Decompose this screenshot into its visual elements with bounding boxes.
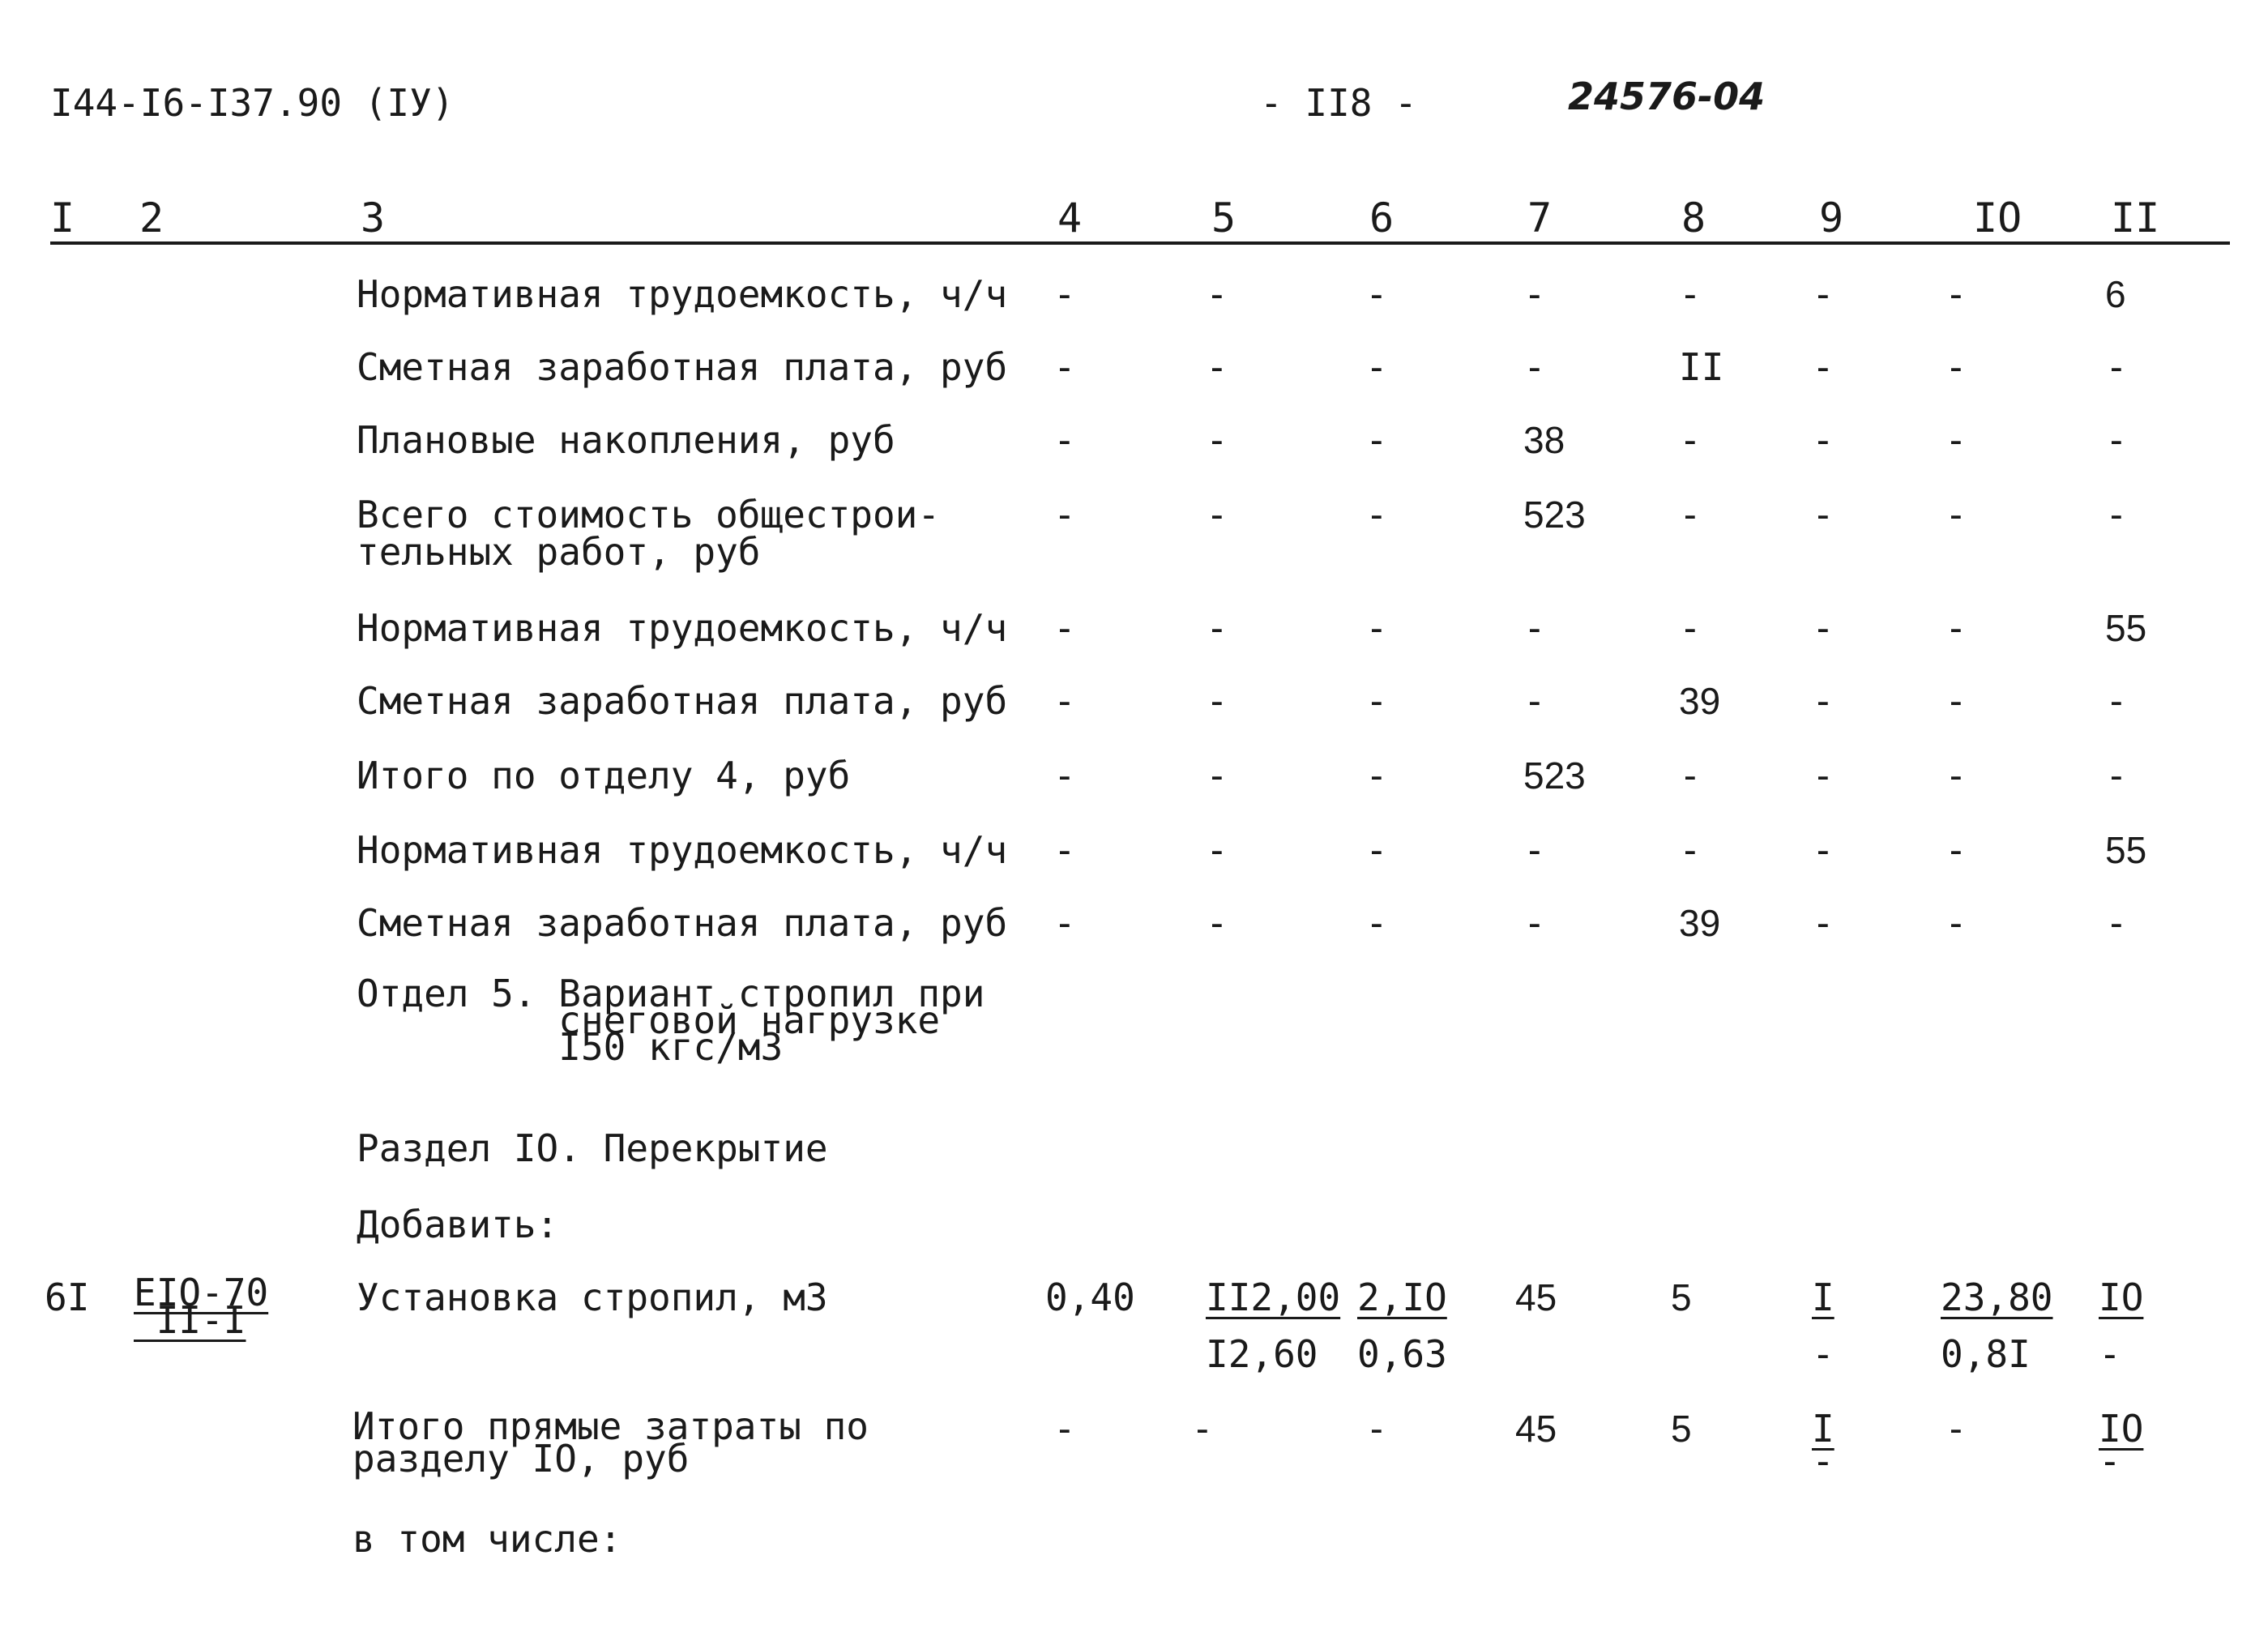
- cell-col4: -: [1053, 679, 1076, 723]
- cell-col6: -: [1365, 418, 1388, 462]
- header-rule: [50, 241, 2230, 245]
- col-header-2: 2: [139, 194, 164, 241]
- cell-col5: -: [1206, 606, 1228, 650]
- cell-col11: 55: [2105, 829, 2147, 871]
- document-code: I44-I6-I37.90 (IУ): [50, 81, 455, 125]
- cell-col8: -: [1679, 272, 1702, 316]
- cell-col10: -: [1945, 828, 1967, 872]
- cell-col5: -: [1206, 272, 1228, 316]
- cell-col7: -: [1523, 272, 1546, 316]
- cell-col10: -: [1945, 272, 1967, 316]
- cell-col10: -: [1945, 1407, 1967, 1451]
- cell-col11: 55: [2105, 607, 2147, 649]
- cell-col6: -: [1365, 828, 1388, 872]
- row-label: Нормативная трудоемкость, ч/ч: [357, 606, 1008, 650]
- cell-col11: -: [2105, 901, 2128, 945]
- cell-col4: -: [1053, 606, 1076, 650]
- col-header-6: 6: [1369, 194, 1395, 241]
- col-header-3: 3: [361, 194, 386, 241]
- row-label: Сметная заработная плата, руб: [357, 679, 1008, 723]
- cell-col7: 38: [1523, 419, 1565, 461]
- cell-col7: -: [1523, 828, 1546, 872]
- cell-col9-bottom: -: [1812, 1439, 1834, 1483]
- cell-col7: -: [1523, 606, 1546, 650]
- col-header-5: 5: [1211, 194, 1237, 241]
- cell-col7: -: [1523, 345, 1546, 389]
- cell-col5-bottom: I2,60: [1206, 1332, 1318, 1376]
- cell-col5: -: [1206, 754, 1228, 797]
- cell-col7: 45: [1515, 1276, 1557, 1318]
- item-number: 6I: [45, 1275, 90, 1319]
- col-header-8: 8: [1681, 194, 1706, 241]
- cell-col4: -: [1053, 1407, 1076, 1451]
- item-label: Установка стропил, м3: [357, 1275, 828, 1319]
- row-label: Итого прямые затраты по разделу IO, руб: [352, 1404, 869, 1481]
- cell-col8: 5: [1671, 1276, 1692, 1318]
- cell-col4: -: [1053, 493, 1076, 536]
- cell-col9: -: [1812, 345, 1834, 389]
- col-header-7: 7: [1527, 194, 1553, 241]
- cell-col6: -: [1365, 272, 1388, 316]
- cell-col9: -: [1812, 754, 1834, 797]
- cell-col4: -: [1053, 418, 1076, 462]
- cell-col8: -: [1679, 418, 1702, 462]
- col-header-1: I: [50, 194, 75, 241]
- cell-col4: 0,40: [1045, 1275, 1135, 1319]
- cell-col8: -: [1679, 606, 1702, 650]
- row-label: Всего стоимость общестрои- тельных работ, руб: [357, 493, 941, 574]
- cell-col9: -: [1812, 493, 1834, 536]
- cell-col10: -: [1945, 679, 1967, 723]
- cell-col9: -: [1812, 828, 1834, 872]
- cell-col4: -: [1053, 901, 1076, 945]
- cell-col9-top: I: [1812, 1275, 1834, 1319]
- cell-col9: -: [1812, 272, 1834, 316]
- cell-col9-top: I: [1812, 1407, 1834, 1451]
- col-header-4: 4: [1057, 194, 1083, 241]
- cell-col11: -: [2105, 754, 2128, 797]
- including-label: в том числе:: [352, 1517, 622, 1561]
- cell-col5: -: [1206, 679, 1228, 723]
- row-label: Нормативная трудоемкость, ч/ч: [357, 272, 1008, 316]
- cell-col11-bottom: -: [2099, 1332, 2121, 1376]
- cell-col6: -: [1365, 1407, 1388, 1451]
- cell-col10-top: 23,80: [1941, 1275, 2053, 1319]
- cell-col4: -: [1053, 345, 1076, 389]
- cell-col7: -: [1523, 901, 1546, 945]
- cell-col6: -: [1365, 679, 1388, 723]
- row-label: Нормативная трудоемкость, ч/ч: [357, 828, 1008, 872]
- cell-col5: -: [1206, 418, 1228, 462]
- cell-col10: -: [1945, 345, 1967, 389]
- cell-col5: -: [1206, 345, 1228, 389]
- cell-col10-bottom: 0,8I: [1941, 1332, 2031, 1376]
- cell-col6: -: [1365, 606, 1388, 650]
- row-label: Итого по отделу 4, руб: [357, 754, 851, 797]
- row-label: Сметная заработная плата, руб: [357, 345, 1008, 389]
- cell-col7: -: [1523, 679, 1546, 723]
- cell-col8: -: [1679, 493, 1702, 536]
- cell-col8: -: [1679, 754, 1702, 797]
- cell-col6: -: [1365, 754, 1388, 797]
- cell-col5: -: [1206, 901, 1228, 945]
- cell-col10: -: [1945, 493, 1967, 536]
- cell-col8: -: [1679, 828, 1702, 872]
- item-code: EIO-70 II-I: [134, 1271, 269, 1342]
- cell-col11-top: IO: [2099, 1275, 2144, 1319]
- cell-col11: -: [2105, 493, 2128, 536]
- cell-col8: 39: [1679, 902, 1721, 944]
- row-label: Плановые накопления, руб: [357, 418, 895, 462]
- col-header-11: II: [2111, 194, 2160, 241]
- cell-col8: II: [1679, 345, 1724, 389]
- cell-col4: -: [1053, 828, 1076, 872]
- add-label: Добавить:: [357, 1203, 559, 1246]
- cell-col10: -: [1945, 754, 1967, 797]
- razdel-heading: Раздел IO. Перекрытие: [357, 1126, 828, 1170]
- cell-col7: 523: [1523, 754, 1586, 797]
- cell-col7: 45: [1515, 1408, 1557, 1450]
- cell-col6-bottom: 0,63: [1357, 1332, 1447, 1376]
- cell-col5: -: [1206, 493, 1228, 536]
- cell-col6: -: [1365, 345, 1388, 389]
- cell-col4: -: [1053, 272, 1076, 316]
- cell-col11: -: [2105, 679, 2128, 723]
- cell-col6-top: 2,IO: [1357, 1275, 1447, 1319]
- row-label: Сметная заработная плата, руб: [357, 901, 1008, 945]
- cell-col9-bottom: -: [1812, 1332, 1834, 1376]
- cell-col7: 523: [1523, 494, 1586, 536]
- cell-col10: -: [1945, 901, 1967, 945]
- page-number: - II8 -: [1260, 81, 1417, 125]
- cell-col6: -: [1365, 493, 1388, 536]
- cell-col9: -: [1812, 679, 1834, 723]
- col-header-9: 9: [1819, 194, 1844, 241]
- cell-col8: 5: [1671, 1408, 1692, 1450]
- cell-col5: -: [1206, 828, 1228, 872]
- cell-col9: -: [1812, 606, 1834, 650]
- cell-col9: -: [1812, 901, 1834, 945]
- cell-col4: -: [1053, 754, 1076, 797]
- cell-col11: -: [2105, 418, 2128, 462]
- cell-col5-top: II2,00: [1206, 1275, 1341, 1319]
- cell-col11: -: [2105, 345, 2128, 389]
- cell-col8: 39: [1679, 680, 1721, 722]
- cell-col10: -: [1945, 418, 1967, 462]
- handwritten-number: 24576-04: [1568, 75, 1766, 118]
- cell-col10: -: [1945, 606, 1967, 650]
- cell-col11-top: IO: [2099, 1407, 2144, 1451]
- col-header-10: IO: [1973, 194, 2022, 241]
- section-5-heading: Отдел 5. Вариант стропил при снеговой нагрузке I50 кгс/м3: [357, 972, 985, 1069]
- cell-col5: -: [1191, 1407, 1214, 1451]
- cell-col9: -: [1812, 418, 1834, 462]
- cell-col6: -: [1365, 901, 1388, 945]
- cell-col11-bottom: -: [2099, 1439, 2121, 1483]
- cell-col11: 6: [2105, 273, 2126, 315]
